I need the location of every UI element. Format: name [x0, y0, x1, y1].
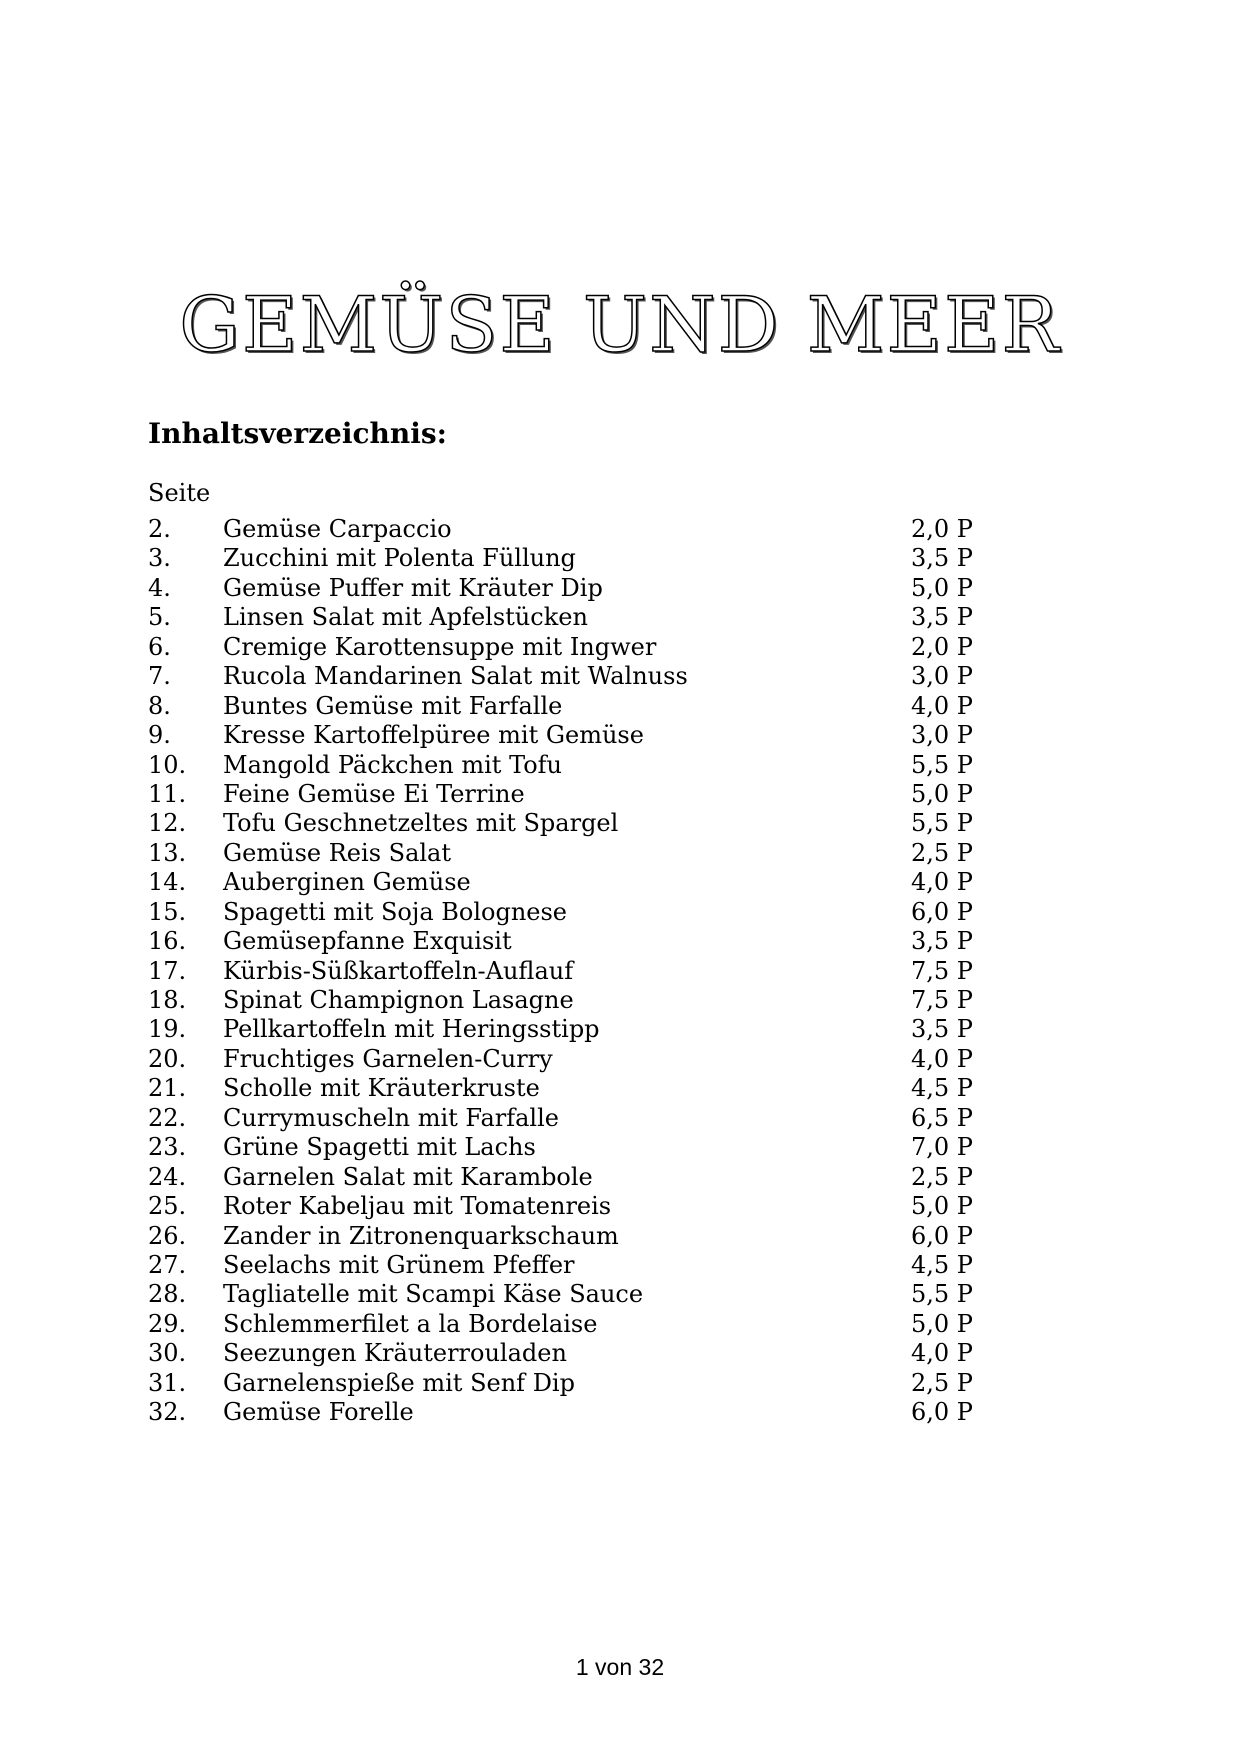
toc-entry-title: Roter Kabeljau mit Tomatenreis: [223, 1192, 612, 1221]
toc-entry-points: 4,5 P: [911, 1074, 973, 1103]
toc-entry-title: Seezungen Kräuterrouladen: [223, 1339, 567, 1368]
toc-entry-title: Spagetti mit Soja Bolognese: [223, 897, 568, 926]
toc-entry-title: Gemüsepfanne Exquisit: [223, 927, 512, 956]
toc-entry-title: Linsen Salat mit Apfelstücken: [223, 603, 588, 632]
toc-entry-page: 15.: [148, 897, 187, 926]
toc-entry-points: 5,0 P: [911, 1309, 973, 1338]
toc-entry-page: 27.: [148, 1250, 187, 1279]
toc-entry-page: 24.: [148, 1162, 187, 1191]
toc-entry-title: Zander in Zitronenquarkschaum: [223, 1221, 619, 1250]
toc-entry: [148, 603, 1008, 632]
toc-entry-title: Grüne Spagetti mit Lachs: [223, 1133, 536, 1162]
toc-entry-title: Buntes Gemüse mit Farfalle: [223, 691, 563, 720]
toc-entry-points: 6,5 P: [911, 1103, 973, 1132]
toc-entry-page: 16.: [148, 927, 187, 956]
toc-entry-title: Gemüse Puffer mit Kräuter Dip: [223, 573, 603, 602]
toc-entry: [148, 692, 1008, 721]
toc-entry-title: Currymuscheln mit Farfalle: [223, 1103, 559, 1132]
document-title: GEMÜSE UND MEER: [179, 279, 1061, 369]
toc-entry: [148, 751, 1008, 780]
toc-entry: [148, 1222, 1008, 1251]
toc-entry: [148, 544, 1008, 573]
toc-entry-page: 3.: [148, 544, 171, 573]
toc-entry-title: Gemüse Carpaccio: [223, 515, 452, 543]
toc-entry-title: Gemüse Forelle: [223, 1398, 414, 1427]
toc-entry: [148, 868, 1008, 897]
toc-entry: [148, 1015, 1008, 1044]
toc-entry: [148, 957, 1008, 986]
toc-entry-points: 7,5 P: [911, 956, 973, 985]
toc-entry-title: Seelachs mit Grünem Pfeffer: [223, 1250, 575, 1279]
toc-entry-points: 4,0 P: [911, 868, 973, 897]
toc-entry-points: 7,0 P: [911, 1133, 973, 1162]
toc-entry-points: 2,0 P: [911, 515, 973, 543]
toc-entry-page: 5.: [148, 603, 171, 632]
toc-entry-page: 12.: [148, 809, 187, 838]
toc-entry: [148, 1133, 1008, 1162]
toc-entry-points: 4,0 P: [911, 1044, 973, 1073]
toc-entry-page: 30.: [148, 1339, 187, 1368]
toc-entry: [148, 1045, 1008, 1074]
toc-entry: [148, 633, 1008, 662]
toc-entry-page: 11.: [148, 779, 187, 808]
toc-entry-page: 22.: [148, 1103, 187, 1132]
toc-entry: [148, 721, 1008, 750]
toc-entry-page: 17.: [148, 956, 187, 985]
toc-entry-title: Scholle mit Kräuterkruste: [223, 1074, 540, 1103]
toc-entry-page: 6.: [148, 632, 171, 661]
toc-entry-page: 7.: [148, 662, 171, 691]
toc-entry: [148, 1251, 1008, 1280]
toc-entry-title: Garnelen Salat mit Karambole: [223, 1162, 593, 1191]
toc-entry-points: 6,0 P: [911, 1398, 973, 1427]
toc-entry-page: 20.: [148, 1044, 187, 1073]
toc-entry-title: Spinat Champignon Lasagne: [223, 986, 574, 1014]
toc-entry: [148, 780, 1008, 809]
toc-entry-page: 10.: [148, 750, 187, 779]
toc-entry-page: 32.: [148, 1398, 187, 1427]
toc-entry-title: Cremige Karottensuppe mit Ingwer: [223, 632, 657, 661]
toc-entry-title: Feine Gemüse Ei Terrine: [223, 779, 525, 808]
toc-entry-page: 13.: [148, 838, 187, 867]
table-of-contents: [148, 515, 1008, 1428]
toc-entry-page: 9.: [148, 721, 171, 750]
toc-entry-points: 3,0 P: [911, 662, 973, 691]
toc-entry-page: 23.: [148, 1133, 187, 1162]
toc-entry-points: 2,5 P: [911, 838, 973, 867]
toc-entry: [148, 1163, 1008, 1192]
toc-entry: [148, 1280, 1008, 1309]
toc-entry-title: Gemüse Reis Salat: [223, 838, 452, 867]
toc-entry: [148, 927, 1008, 956]
toc-entry-title: Zucchini mit Polenta Füllung: [223, 544, 576, 573]
toc-entry: [148, 515, 1008, 544]
toc-entry-page: 31.: [148, 1368, 187, 1397]
toc-entry-points: 3,5 P: [911, 927, 973, 956]
toc-entry-title: Tagliatelle mit Scampi Käse Sauce: [223, 1280, 644, 1309]
toc-entry: [148, 1369, 1008, 1398]
toc-entry: [148, 1339, 1008, 1368]
toc-entry: [148, 1104, 1008, 1133]
toc-entry-page: 14.: [148, 868, 187, 897]
toc-entry-points: 2,0 P: [911, 632, 973, 661]
toc-entry-page: 28.: [148, 1280, 187, 1309]
toc-entry-page: 2.: [148, 515, 171, 543]
toc-entry-points: 6,0 P: [911, 897, 973, 926]
toc-entry-page: 25.: [148, 1192, 187, 1221]
toc-heading: Inhaltsverzeichnis:: [148, 417, 447, 450]
toc-entry-page: 8.: [148, 691, 171, 720]
toc-entry-page: 4.: [148, 573, 171, 602]
toc-entry-points: 6,0 P: [911, 1221, 973, 1250]
toc-entry-points: 5,0 P: [911, 1192, 973, 1221]
toc-entry-title: Auberginen Gemüse: [223, 868, 471, 897]
toc-entry: [148, 898, 1008, 927]
toc-entry-points: 3,5 P: [911, 1015, 973, 1044]
page-number-footer: 1 von 32: [575, 1654, 665, 1680]
toc-entry-points: 5,0 P: [911, 573, 973, 602]
toc-entry-points: 3,0 P: [911, 721, 973, 750]
toc-entry-points: 4,5 P: [911, 1250, 973, 1279]
toc-entry: [148, 1310, 1008, 1339]
toc-entry: [148, 986, 1008, 1015]
toc-entry: [148, 662, 1008, 691]
toc-entry-page: 29.: [148, 1309, 187, 1338]
toc-entry-title: Fruchtiges Garnelen-Curry: [223, 1044, 553, 1073]
toc-entry-points: 5,0 P: [911, 779, 973, 808]
toc-entry-points: 3,5 P: [911, 603, 973, 632]
page-column-label: Seite: [148, 479, 211, 507]
toc-entry-points: 5,5 P: [911, 750, 973, 779]
toc-entry-page: 18.: [148, 986, 187, 1014]
toc-entry-title: Mangold Päckchen mit Tofu: [223, 750, 563, 779]
toc-entry-title: Kresse Kartoffelpüree mit Gemüse: [223, 721, 644, 750]
toc-entry-page: 19.: [148, 1015, 187, 1044]
toc-entry-title: Garnelenspieße mit Senf Dip: [223, 1368, 575, 1397]
toc-entry-title: Tofu Geschnetzeltes mit Spargel: [223, 809, 619, 838]
toc-entry-points: 7,5 P: [911, 986, 973, 1014]
toc-entry-title: Kürbis-Süßkartoffeln-Auflauf: [223, 956, 574, 985]
toc-entry: [148, 839, 1008, 868]
toc-entry-title: Rucola Mandarinen Salat mit Walnuss: [223, 662, 688, 691]
toc-entry: [148, 1074, 1008, 1103]
toc-entry-points: 4,0 P: [911, 1339, 973, 1368]
toc-entry-points: 4,0 P: [911, 691, 973, 720]
toc-entry-points: 2,5 P: [911, 1162, 973, 1191]
toc-entry-title: Pellkartoffeln mit Heringsstipp: [223, 1015, 600, 1044]
toc-entry-points: 2,5 P: [911, 1368, 973, 1397]
toc-entry-page: 26.: [148, 1221, 187, 1250]
toc-entry-points: 5,5 P: [911, 809, 973, 838]
toc-entry-page: 21.: [148, 1074, 187, 1103]
toc-entry: [148, 1192, 1008, 1221]
toc-entry: [148, 574, 1008, 603]
toc-entry-points: 3,5 P: [911, 544, 973, 573]
toc-entry: [148, 1398, 1008, 1427]
toc-entry: [148, 809, 1008, 838]
toc-entry-title: Schlemmerfilet a la Bordelaise: [223, 1309, 598, 1338]
toc-entry-points: 5,5 P: [911, 1280, 973, 1309]
